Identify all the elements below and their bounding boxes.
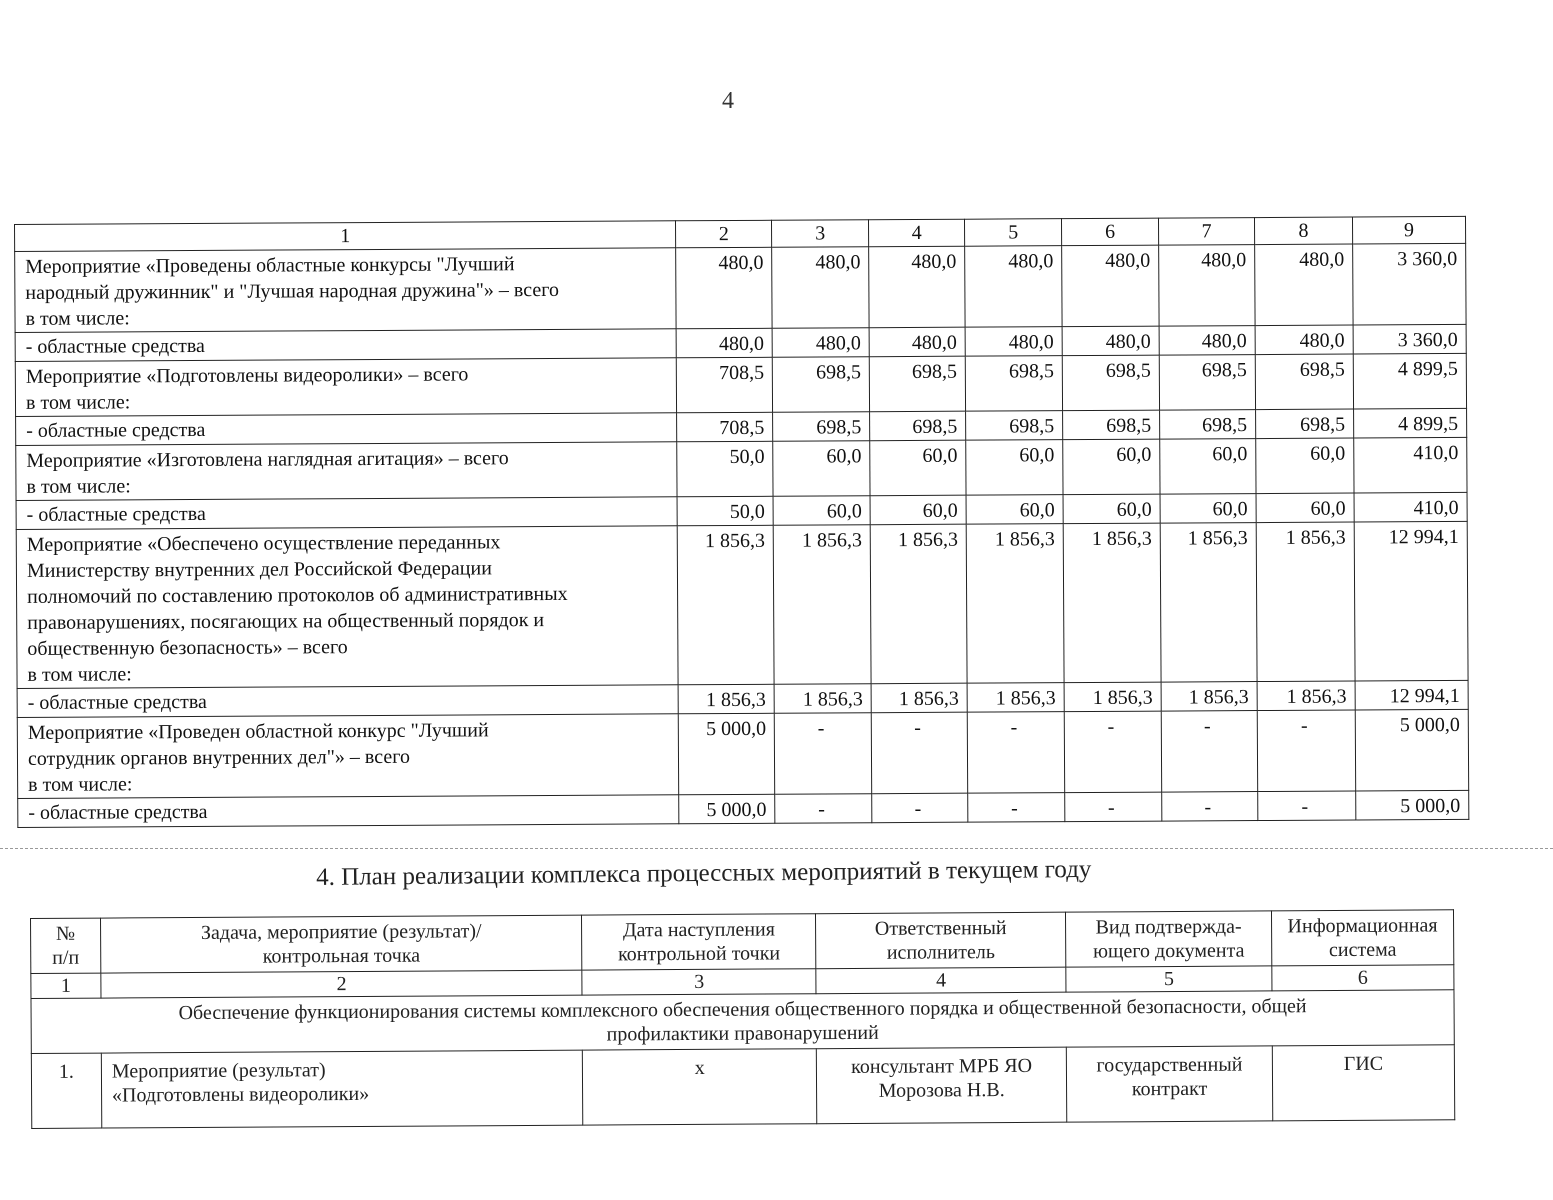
funding-row-name-line: общественную безопасность» – всего	[27, 636, 348, 660]
plan-row-responsible-line: консультант МРБ ЯО	[851, 1054, 1033, 1078]
plan-row-system: ГИС	[1272, 1045, 1454, 1121]
funding-value: -	[872, 793, 968, 823]
funding-value: 1 856,3	[871, 683, 967, 713]
funding-row-name-line: - областные средства	[25, 334, 205, 358]
funding-value: -	[968, 793, 1065, 823]
funding-value: 4 899,5	[1353, 353, 1466, 409]
funding-value: -	[1258, 791, 1356, 821]
funding-row-name-line: Мероприятие «Подготовлены видеоролики» – всего	[25, 363, 469, 388]
funding-table	[14, 216, 1469, 828]
funding-value: 698,5	[1256, 409, 1354, 439]
plan-table	[30, 909, 1455, 1129]
funding-value: 50,0	[677, 496, 773, 526]
page-number: 4	[722, 88, 734, 114]
funding-row	[15, 243, 1466, 332]
plan-row-document-line: контракт	[1131, 1077, 1208, 1101]
funding-value: -	[1161, 711, 1257, 793]
plan-header-line: Дата наступления	[622, 918, 775, 942]
funding-value: 60,0	[773, 496, 870, 526]
funding-value: 480,0	[965, 246, 1062, 328]
plan-header-line: Задача, мероприятие (результат)/	[200, 920, 482, 944]
plan-row-responsible-line: Морозова Н.В.	[878, 1079, 1005, 1102]
funding-value: 1 856,3	[1257, 681, 1355, 711]
funding-row-name	[15, 358, 677, 417]
funding-value: 698,5	[869, 356, 965, 412]
funding-value: 698,5	[773, 412, 870, 442]
page-fold-line	[0, 848, 1553, 849]
plan-header-cell	[100, 915, 582, 973]
funding-row-name-line: - областные средства	[26, 418, 206, 442]
funding-value: 480,0	[676, 328, 772, 358]
funding-value: 60,0	[966, 495, 1063, 525]
funding-value: 1 856,3	[1064, 682, 1161, 712]
funding-row-name-line: Министерству внутренних дел Российской Федерации	[26, 557, 492, 582]
funding-value: 1 856,3	[966, 524, 1064, 684]
funding-value: 480,0	[676, 247, 772, 329]
plan-task-title	[31, 990, 1454, 1054]
plan-row-name-line: «Подготовлены видеоролики»	[111, 1082, 370, 1107]
funding-value: 1 856,3	[1161, 682, 1257, 712]
plan-header-line: контрольная точка	[262, 944, 421, 968]
plan-row	[31, 1045, 1454, 1129]
funding-row-name	[16, 442, 678, 501]
plan-column-number: 1	[31, 973, 101, 998]
funding-value: 1 856,3	[1256, 522, 1355, 682]
funding-value: 698,5	[965, 356, 1062, 412]
funding-value: 3 360,0	[1353, 243, 1466, 325]
funding-value: 698,5	[1063, 410, 1160, 440]
funding-value: 698,5	[1160, 410, 1256, 440]
funding-row-name	[18, 795, 679, 828]
funding-value: 60,0	[1160, 494, 1256, 524]
funding-row-name-line: в том числе:	[26, 475, 131, 498]
funding-row-name-line: народный дружинник" и "Лучшая народная дружина"» – всего	[25, 278, 560, 304]
funding-value: 3 360,0	[1353, 324, 1466, 354]
plan-column-number: 5	[1066, 966, 1272, 992]
plan-header-cell	[582, 914, 816, 970]
funding-value: 698,5	[1062, 355, 1159, 411]
plan-task-line: Обеспечение функционирования системы комплексного обеспечения общественного порядка и общественной безопасности, общей	[178, 995, 1307, 1025]
funding-row-name-line: - областные средства	[28, 800, 208, 824]
funding-value: 5 000,0	[679, 713, 775, 795]
funding-value: 12 994,1	[1355, 680, 1468, 710]
funding-column-number: 2	[676, 220, 772, 248]
plan-row-document	[1066, 1046, 1272, 1122]
funding-value: 480,0	[965, 327, 1062, 357]
funding-value: -	[775, 794, 872, 824]
funding-value: 708,5	[677, 357, 773, 413]
plan-row-name	[101, 1050, 583, 1128]
funding-value: 60,0	[1256, 493, 1354, 523]
funding-row-name-line: сотрудник органов внутренних дел"» – всего	[27, 745, 410, 770]
funding-value: 410,0	[1354, 437, 1467, 493]
funding-row-name-line: в том числе:	[28, 773, 133, 796]
funding-row-name-line: в том числе:	[27, 663, 132, 686]
plan-header-line: Ответственный	[874, 917, 1007, 940]
funding-value: 60,0	[1256, 438, 1354, 494]
funding-value: 60,0	[773, 441, 870, 497]
funding-row	[17, 709, 1468, 798]
plan-row-name-line: Мероприятие (результат)	[111, 1059, 326, 1083]
plan-header-cell	[1271, 910, 1453, 966]
funding-value: 698,5	[1159, 355, 1255, 411]
plan-header-line: исполнитель	[886, 941, 996, 964]
plan-column-number: 3	[582, 969, 816, 995]
funding-value: 410,0	[1354, 492, 1467, 522]
plan-header-line: Информационная	[1287, 914, 1438, 938]
funding-value: 1 856,3	[773, 525, 871, 685]
funding-value: 708,5	[677, 412, 773, 442]
funding-value: -	[1162, 792, 1258, 822]
funding-value: -	[1257, 710, 1355, 792]
funding-value: 480,0	[772, 247, 869, 329]
plan-row-date: x	[583, 1049, 817, 1125]
plan-header-cell	[31, 918, 101, 973]
funding-row-name-line: в том числе:	[25, 391, 131, 414]
funding-value: 480,0	[1062, 326, 1159, 356]
funding-value: 698,5	[870, 411, 966, 441]
funding-row-name-line: - областные средства	[27, 690, 207, 714]
funding-row	[16, 437, 1467, 500]
funding-value: 4 899,5	[1354, 408, 1467, 438]
funding-value: 480,0	[1255, 244, 1353, 326]
funding-value: 60,0	[1063, 494, 1160, 524]
funding-value: 60,0	[870, 495, 966, 525]
funding-value: -	[967, 712, 1064, 794]
funding-row-name-line: правонарушениях, посягающих на общественный порядок и	[27, 609, 545, 634]
funding-value: -	[774, 713, 871, 795]
plan-column-number: 4	[816, 967, 1066, 994]
plan-header-line: №	[55, 922, 76, 945]
funding-row-name-line: Мероприятие «Обеспечено осуществление переданных	[26, 531, 501, 556]
funding-value: 1 856,3	[870, 524, 967, 684]
funding-value: 1 856,3	[774, 684, 871, 714]
plan-header-cell	[816, 912, 1066, 969]
funding-value: -	[871, 712, 967, 794]
funding-value: 480,0	[1062, 245, 1159, 327]
funding-value: 480,0	[1159, 245, 1255, 327]
section-title: 4. План реализации комплекса процессных мероприятий в текущем году	[316, 855, 1092, 891]
funding-value: 5 000,0	[1355, 709, 1468, 791]
funding-column-number: 9	[1352, 216, 1465, 244]
plan-row-document-line: государственный	[1096, 1053, 1243, 1077]
funding-value: 5 000,0	[679, 794, 775, 824]
funding-value: 60,0	[870, 440, 966, 496]
funding-column-number: 6	[1062, 218, 1159, 246]
plan-header-line: Вид подтвержда-	[1095, 915, 1242, 939]
funding-row-name	[17, 714, 679, 799]
plan-task-line: профилактики правонарушений	[606, 1021, 879, 1046]
plan-header-cell	[1066, 911, 1272, 967]
funding-value: 60,0	[966, 440, 1063, 496]
funding-value: 1 856,3	[677, 525, 774, 685]
funding-row-name-line: Мероприятие «Изготовлена наглядная агитация» – всего	[26, 447, 509, 472]
funding-column-number: 8	[1254, 217, 1352, 245]
plan-header-line: контрольной точки	[617, 942, 781, 966]
funding-value: -	[1064, 711, 1161, 793]
funding-row-name	[15, 329, 676, 362]
funding-value: 480,0	[869, 246, 965, 328]
funding-value: 698,5	[1255, 354, 1353, 410]
funding-column-number: 7	[1159, 218, 1255, 246]
funding-row-name	[17, 685, 678, 718]
funding-row-name	[16, 526, 678, 689]
funding-row-name-line: - областные средства	[26, 502, 206, 526]
plan-header-row	[31, 910, 1454, 974]
funding-column-number: 5	[965, 219, 1062, 247]
funding-column-number: 3	[772, 220, 869, 248]
funding-row-name	[16, 497, 677, 530]
funding-value: 60,0	[1063, 439, 1160, 495]
funding-column-number: 4	[869, 219, 965, 247]
funding-value: 1 856,3	[1160, 523, 1257, 683]
funding-value: 12 994,1	[1354, 521, 1468, 681]
funding-row-name-line: Мероприятие «Проведены областные конкурсы "Лучший	[25, 253, 515, 278]
plan-header-line: п/п	[52, 946, 80, 969]
funding-row-name-line: полномочий по составлению протоколов об административных	[27, 582, 568, 608]
funding-value: 1 856,3	[967, 683, 1064, 713]
funding-row-name-line: Мероприятие «Проведен областной конкурс "Лучший	[27, 719, 489, 744]
funding-value: 5 000,0	[1356, 790, 1469, 820]
funding-row-name	[16, 413, 677, 446]
funding-value: 480,0	[869, 327, 965, 357]
funding-value: 480,0	[1159, 326, 1255, 356]
funding-row	[15, 353, 1466, 416]
plan-column-number: 2	[101, 970, 583, 998]
funding-value: 480,0	[772, 328, 869, 358]
funding-value: 1 856,3	[678, 684, 774, 714]
funding-value: 480,0	[1255, 325, 1353, 355]
funding-row-name-line: в том числе:	[25, 307, 130, 330]
funding-row	[16, 521, 1468, 688]
plan-column-number: 6	[1272, 965, 1454, 991]
funding-column-number: 1	[15, 221, 676, 252]
plan-header-line: система	[1328, 938, 1397, 962]
plan-task-row	[31, 990, 1454, 1054]
funding-value: 698,5	[966, 411, 1063, 441]
funding-value: 50,0	[677, 441, 773, 497]
funding-value: 698,5	[772, 357, 869, 413]
funding-value: 1 856,3	[1063, 523, 1161, 683]
plan-row-number: 1.	[31, 1053, 101, 1128]
funding-value: 60,0	[1160, 439, 1256, 495]
plan-row-responsible	[817, 1047, 1067, 1124]
funding-row-name	[15, 248, 677, 333]
funding-value: -	[1065, 792, 1162, 822]
plan-header-line: ющего документа	[1093, 939, 1245, 963]
